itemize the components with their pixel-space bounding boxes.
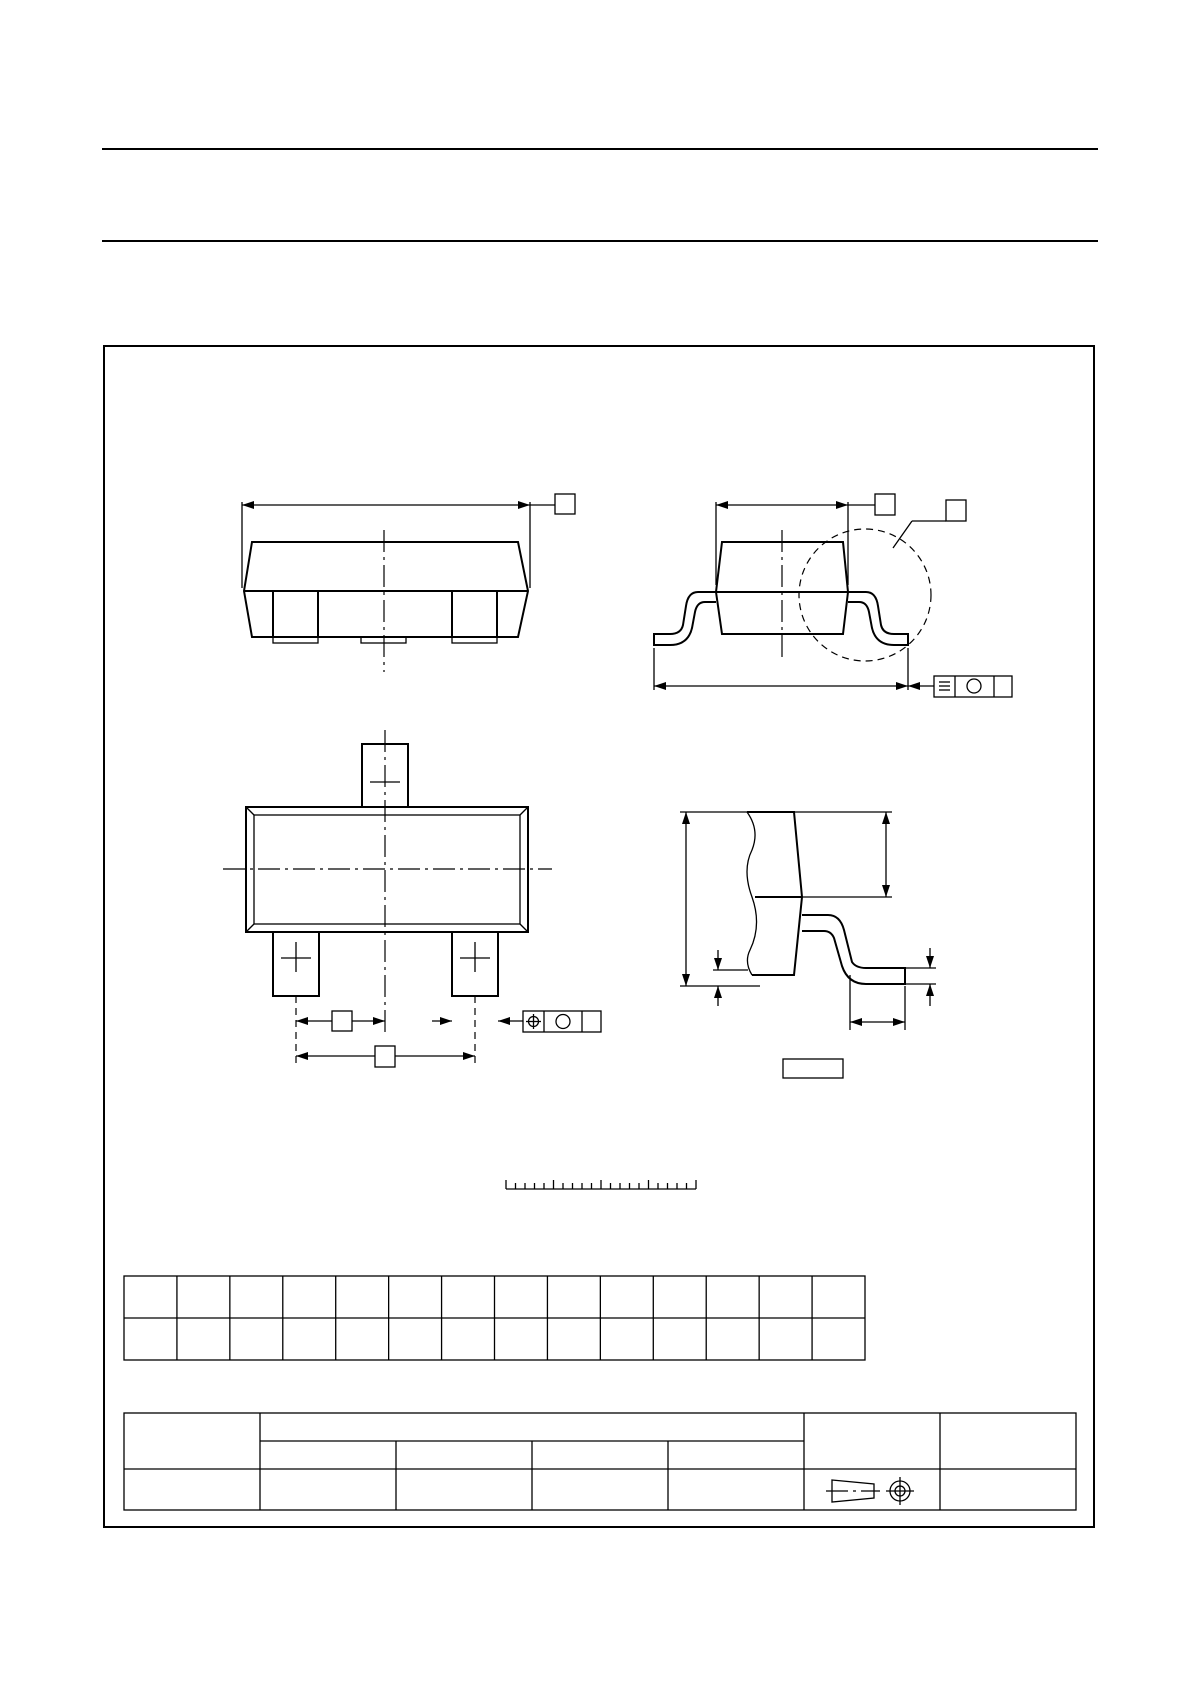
datum-box-front bbox=[555, 494, 575, 514]
lead-detail-view bbox=[680, 812, 936, 1078]
scale-bar bbox=[506, 1180, 696, 1189]
datum-box-side bbox=[875, 494, 895, 515]
detail-label-box bbox=[783, 1059, 843, 1078]
first-angle-projection-icon bbox=[826, 1477, 914, 1505]
detail-reference-box bbox=[946, 500, 966, 521]
side-view bbox=[654, 494, 1012, 697]
datum-box-span bbox=[375, 1046, 395, 1067]
datum-box-pitch bbox=[332, 1011, 352, 1031]
top-view bbox=[223, 730, 601, 1067]
front-view bbox=[242, 494, 575, 672]
dimensions-table bbox=[124, 1276, 865, 1360]
outline-version-table bbox=[124, 1413, 1076, 1510]
